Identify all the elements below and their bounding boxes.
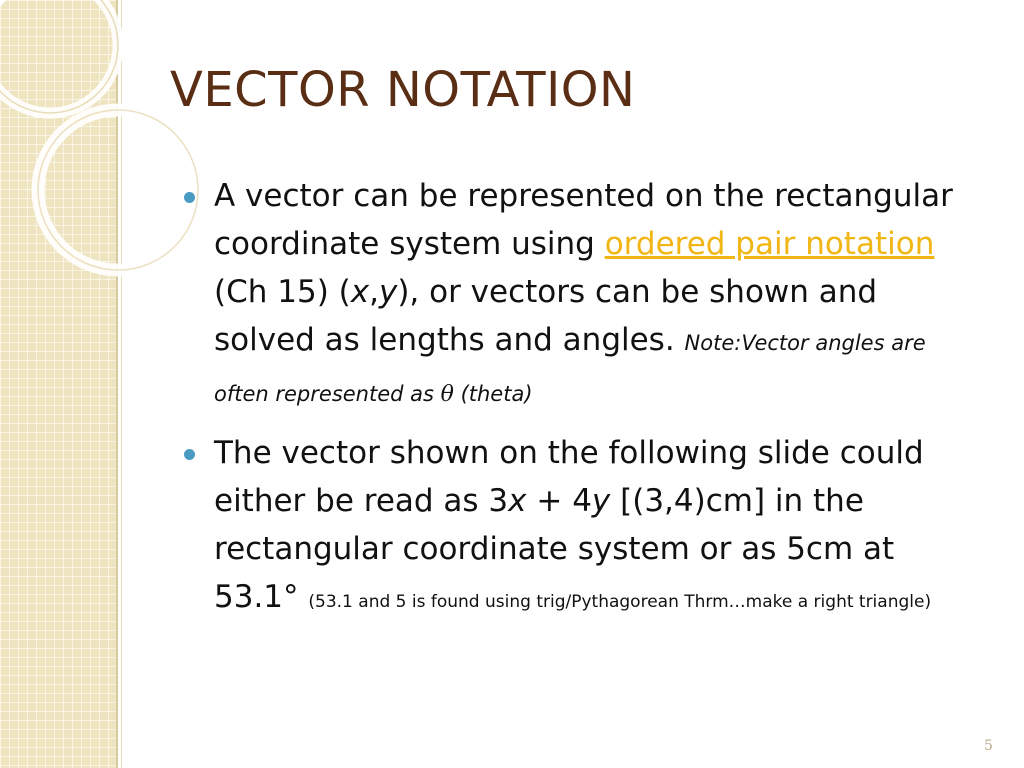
- bullet-item-1: [182, 172, 982, 419]
- bullet-1-note-a: Note:Vector angles are often represented as: [214, 331, 926, 406]
- ordered-pair-notation-link[interactable]: ordered pair notation: [604, 226, 935, 262]
- bullet-2-text-c: [(3,4)cm] in the rectangular coordinate system or as 5cm at 53.1°: [214, 483, 895, 615]
- theta-symbol: θ: [440, 382, 454, 407]
- bullet-1-y-var: y: [378, 274, 398, 310]
- bullet-1-x-var: x: [350, 274, 370, 310]
- bullet-dot-icon: [184, 192, 195, 203]
- bullet-2-x-var: x: [508, 483, 527, 519]
- bullet-1-comma: ,: [369, 274, 379, 310]
- bullet-2-text-a: The vector shown on the following slide could either be read as 3: [214, 435, 924, 519]
- page-number: 5: [984, 738, 993, 754]
- bullet-2-text-b: + 4: [526, 483, 592, 519]
- bullet-1-note-b: (theta): [453, 382, 533, 406]
- bullet-1-text-b: (Ch 15) (: [214, 274, 351, 310]
- decorative-ring-top: [0, 0, 118, 113]
- bullet-list: [182, 172, 982, 626]
- bullet-2-y-var: y: [591, 483, 611, 519]
- slide-title: VECTOR NOTATION: [170, 62, 636, 118]
- bullet-dot-icon: [184, 449, 195, 460]
- decorative-ring-middle: [38, 110, 198, 270]
- bullet-2-small-note: (53.1 and 5 is found using trig/Pythagorean Thrm…make a right triangle): [308, 592, 932, 612]
- bullet-item-2: [182, 429, 982, 626]
- bullet-1-text-c: ), or vectors can be shown and solved as lengths and angles.: [214, 274, 878, 358]
- bullet-1-text-a: A vector can be represented on the rectangular coordinate system using: [214, 178, 953, 262]
